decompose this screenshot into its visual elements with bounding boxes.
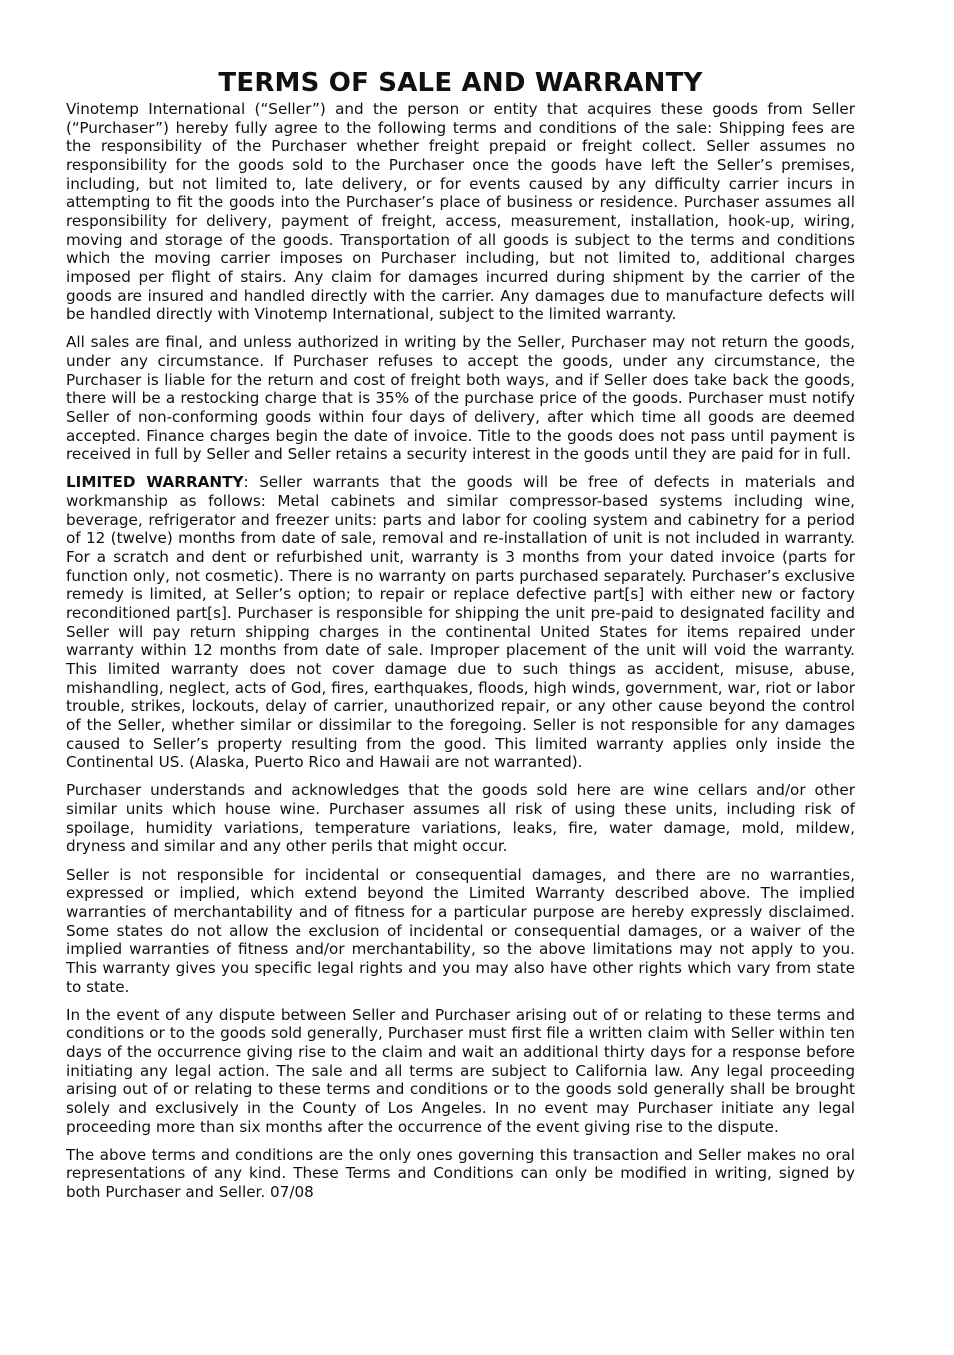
paragraph-text: Purchaser understands and acknowledges that the goods sold here are wine cellars and/or other similar units which house wine. Purchaser assumes all risk of using these units, including risk of spoilage, humidity variations, temperature variations, leaks, fire, water damage, mold, mildew, dryness and similar and any other perils that might occur. — [66, 781, 855, 856]
paragraph-disputes — [66, 1006, 855, 1137]
paragraph-text: All sales are final, and unless authorized in writing by the Seller, Purchaser may not return the goods, under any circumstance. If Purchaser refuses to accept the goods, under any circumstance, the Purchaser is liable for the return and cost of freight both ways, and if Seller does take back the goods, there will be a restocking charge that is 35% of the purchase price of the goods. Purchaser must notify Seller of non-conforming goods within four days of delivery, after which time all goods are deemed accepted. Finance charges begin the date of invoice. Title to the goods does not pass until payment is received in full by Seller and Seller retains a security interest in the goods until they are paid for in full. — [66, 333, 855, 464]
paragraph-text: The above terms and conditions are the only ones governing this transaction and Seller makes no oral representations of any kind. These Terms and Conditions can only be modified in writing, signed by both Purchaser and Seller. 07/08 — [66, 1145, 855, 1202]
paragraph-text: Seller is not responsible for incidental or consequential damages, and there are no warranties, expressed or implied, which extend beyond the Limited Warranty described above. The implied warranties of merchantability and of fitness for a particular purpose are hereby expressly disclaimed. Some states do not allow the exclusion of incidental or consequential damages, or a waiver of the implied warranties of fitness and/or merchantability, so the above limitations may not apply to you. This warranty gives you specific legal rights and you may also have other rights which vary from state to state. — [66, 865, 855, 996]
limited-warranty-heading: LIMITED WARRANTY — [66, 473, 244, 492]
paragraph-text: : Seller warrants that the goods will be free of defects in materials and workmanship as follows: Metal cabinets and similar compressor-based systems including wine, beverage, refrigerator and freezer units: parts and labor for cooling system and cabinetry for a period of 12 (twelve) months from date of sale, removal and re-installation of unit is not included in warranty. For a scratch and dent or refurbished unit, warranty is 3 months from your dated invoice (parts for function only, not cosmetic). There is no warranty on parts purchased separately. Purchaser’s exclusive remedy is limited, at Seller’s option; to repair or replace defective part[s] with either new or factory reconditioned part[s]. Purchaser is responsible for shipping the unit pre-paid to designated facility and Seller will pay return shipping charges in the continental United States for items repaired under warranty within 12 months from date of sale. Improper placement of the unit will void the warranty. This limited warranty does not cover damage due to such things as accident, misuse, abuse, mishandling, neglect, acts of God, fires, earthquakes, floods, high winds, government, war, riot or labor trouble, strikes, lockouts, delay of carrier, unauthorized repair, or any other cause beyond the control of the Seller, whether similar or dissimilar to the foregoing. Seller is not responsible for any damages caused to Seller’s property resulting from the good. This limited warranty applies only inside the Continental US. (Alaska, Puerto Rico and Hawaii are not warranted). — [66, 473, 855, 772]
paragraph-text: Vinotemp International (“Seller”) and the person or entity that acquires these goods from Seller (“Purchaser”) hereby fully agree to the following terms and conditions of the sale: Shipping fees are the responsibility of the Purchaser whether freight prepaid or freight collect. Seller assumes no responsibility for the goods sold to the Purchaser once the goods have left the Seller’s premises, including, but not limited to, late delivery, or for events caused by any difficulty carrier incurs in attempting to fit the goods into the Purchaser’s place of business or residence. Purchaser assumes all responsibility for delivery, payment of freight, access, measurement, installation, hook-up, wiring, moving and storage of the goods. Transportation of all goods is subject to the terms and conditions which the moving carrier imposes on Purchaser including, but not limited to, additional charges imposed per flight of stairs. Any claim for damages incurred during shipment by the carrier of the goods are insured and handled directly with the carrier. Any damages due to manufacture defects will be handled directly with Vinotemp International, subject to the limited warranty. — [66, 100, 855, 324]
paragraph-governing-terms — [66, 1146, 855, 1202]
document-page — [66, 66, 855, 1202]
document-title: TERMS OF SALE AND WARRANTY — [218, 68, 703, 98]
paragraph-disclaimer — [66, 866, 855, 997]
paragraph-risk-acknowledgement — [66, 781, 855, 856]
paragraph-text: In the event of any dispute between Seller and Purchaser arising out of or relating to these terms and conditions or to the goods sold generally, Purchaser must first file a written claim with Seller within ten days of the occurrence giving rise to the claim and wait an additional thirty days for a response before initiating any legal action. The sale and all terms are subject to California law. Any legal proceeding arising out of or relating to these terms and conditions or to the goods sold generally shall be brought solely and exclusively in the County of Los Angeles. In no event may Purchaser initiate any legal proceeding more than six months after the occurrence of the event giving rise to the dispute. — [66, 1005, 855, 1136]
paragraph-returns — [66, 333, 855, 464]
paragraph-shipping-terms — [66, 100, 855, 324]
paragraph-limited-warranty — [66, 473, 855, 772]
